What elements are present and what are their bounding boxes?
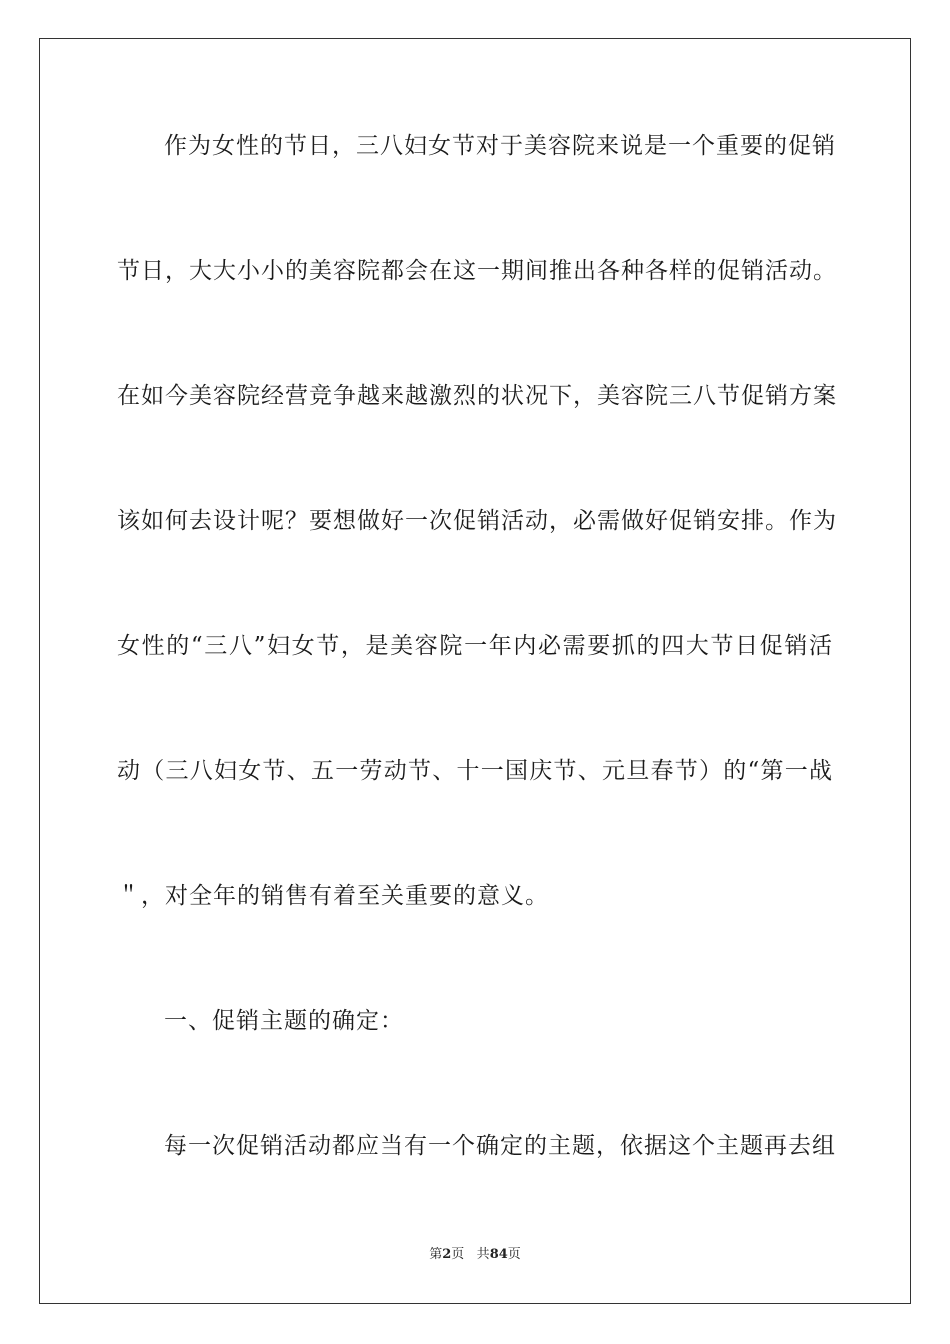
- paragraph-line: 在如今美容院经营竞争越来越激烈的状况下，美容院三八节促销方案: [117, 383, 837, 409]
- paragraph-line: 动（三八妇女节、五一劳动节、十一国庆节、元旦春节）的“第一战: [117, 758, 833, 784]
- paragraph-line: ＂，对全年的销售有着至关重要的意义。: [117, 883, 549, 909]
- footer-total-prefix: 共: [476, 1247, 490, 1262]
- footer-page-unit: 页: [451, 1247, 465, 1262]
- paragraph-line: 该如何去设计呢？要想做好一次促销活动，必需做好促销安排。作为: [117, 508, 837, 534]
- paragraph-line: 每一次促销活动都应当有一个确定的主题，依据这个主题再去组: [164, 1133, 836, 1159]
- paragraph-line: 节日，大大小小的美容院都会在这一期间推出各种各样的促销活动。: [117, 258, 837, 284]
- footer-page-prefix: 第: [429, 1247, 443, 1262]
- footer-total-pages: 84: [489, 1247, 508, 1262]
- page-border: [39, 38, 911, 1304]
- paragraph-line: 作为女性的节日，三八妇女节对于美容院来说是一个重要的促销: [164, 133, 836, 159]
- footer-page-number: 2: [442, 1247, 452, 1262]
- section-heading: 一、促销主题的确定：: [164, 1008, 404, 1034]
- page-footer: [0, 1246, 950, 1264]
- footer-total-unit: 页: [507, 1247, 521, 1262]
- paragraph-line: 女性的“三八”妇女节，是美容院一年内必需要抓的四大节日促销活: [117, 633, 833, 659]
